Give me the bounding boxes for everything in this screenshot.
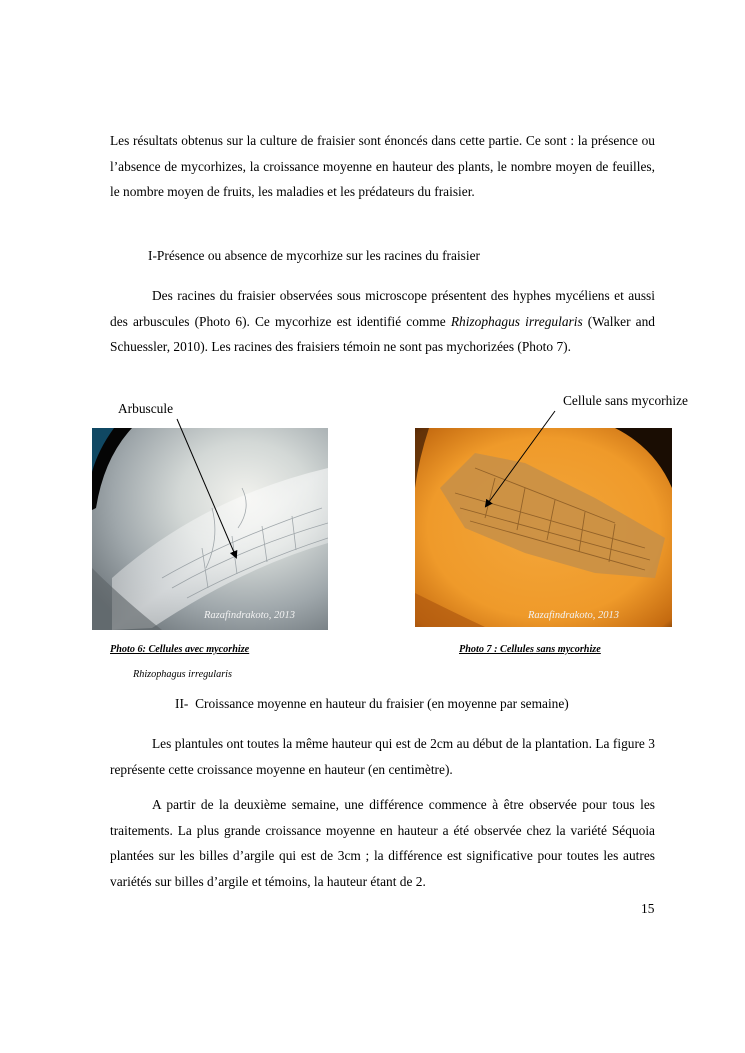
section-2-title: Croissance moyenne en hauteur du fraisier (en moyenne par semaine) — [195, 696, 569, 711]
photo-6-image — [92, 428, 328, 630]
section-2-paragraph-2: A partir de la deuxième semaine, une différence commence à être observée pour tous les traitements. La plus grande croissance moyenne en hauteur a été observée chez la variété Séquoia plantées sur les billes d’argile qui est de 3cm ; la différence est significative pour toutes les autres variétés sur billes d’argile et témoins, la hauteur étant de 2. — [110, 797, 655, 889]
arbuscule-label: Arbuscule — [118, 401, 174, 416]
photo-6-credit: Razafindrakoto, 2013 — [204, 610, 295, 621]
cellule-sans-mycorhize-label: Cellule sans mycorhize — [563, 393, 688, 408]
photo-7-microscope-view — [415, 428, 672, 627]
photo-6-subcaption: Rhizophagus irregularis — [133, 669, 232, 680]
section-1-heading: I-Présence ou absence de mycorhize sur les racines du fraisier — [148, 248, 481, 263]
section-2-number: II- — [175, 696, 189, 711]
photo-7-credit: Razafindrakoto, 2013 — [528, 610, 619, 621]
page-number: 15 — [641, 901, 655, 916]
section-1-paragraph — [110, 283, 655, 360]
section-2-paragraph-1: Les plantules ont toutes la même hauteur qui est de 2cm au début de la plantation. La figure 3 représente cette croissance moyenne en hauteur (en centimètre). — [110, 736, 655, 777]
section-2-heading — [175, 695, 569, 713]
section-1-text-end: (Walker and Schuessler, 2010). Les racines des fraisiers témoin ne sont pas mychorizées (Photo 7). — [110, 313, 656, 354]
photo-7-caption: Photo 7 : Cellules sans mycorhize — [459, 644, 601, 655]
intro-paragraph: Les résultats obtenus sur la culture de fraisier sont énoncés dans cette partie. Ce sont : la présence ou l’absence de mycorhizes, la croissance moyenne en hauteur des plants, le nombre moyen de feuilles, le nombre moyen de fruits, les maladies et les prédateurs du fraisier. — [110, 133, 655, 199]
photo-6-microscope-view — [92, 428, 328, 630]
photo-7-image — [415, 428, 672, 627]
photo-6-caption: Photo 6: Cellules avec mycorhize — [110, 644, 250, 655]
species-name: Rhizophagus irregularis — [450, 313, 583, 329]
section-1-text-start: Des racines du fraisier observées sous microscope présentent des hyphes mycéliens et aussi des arbuscules (Photo 6). Ce mycorhize est identifié comme — [110, 288, 655, 329]
